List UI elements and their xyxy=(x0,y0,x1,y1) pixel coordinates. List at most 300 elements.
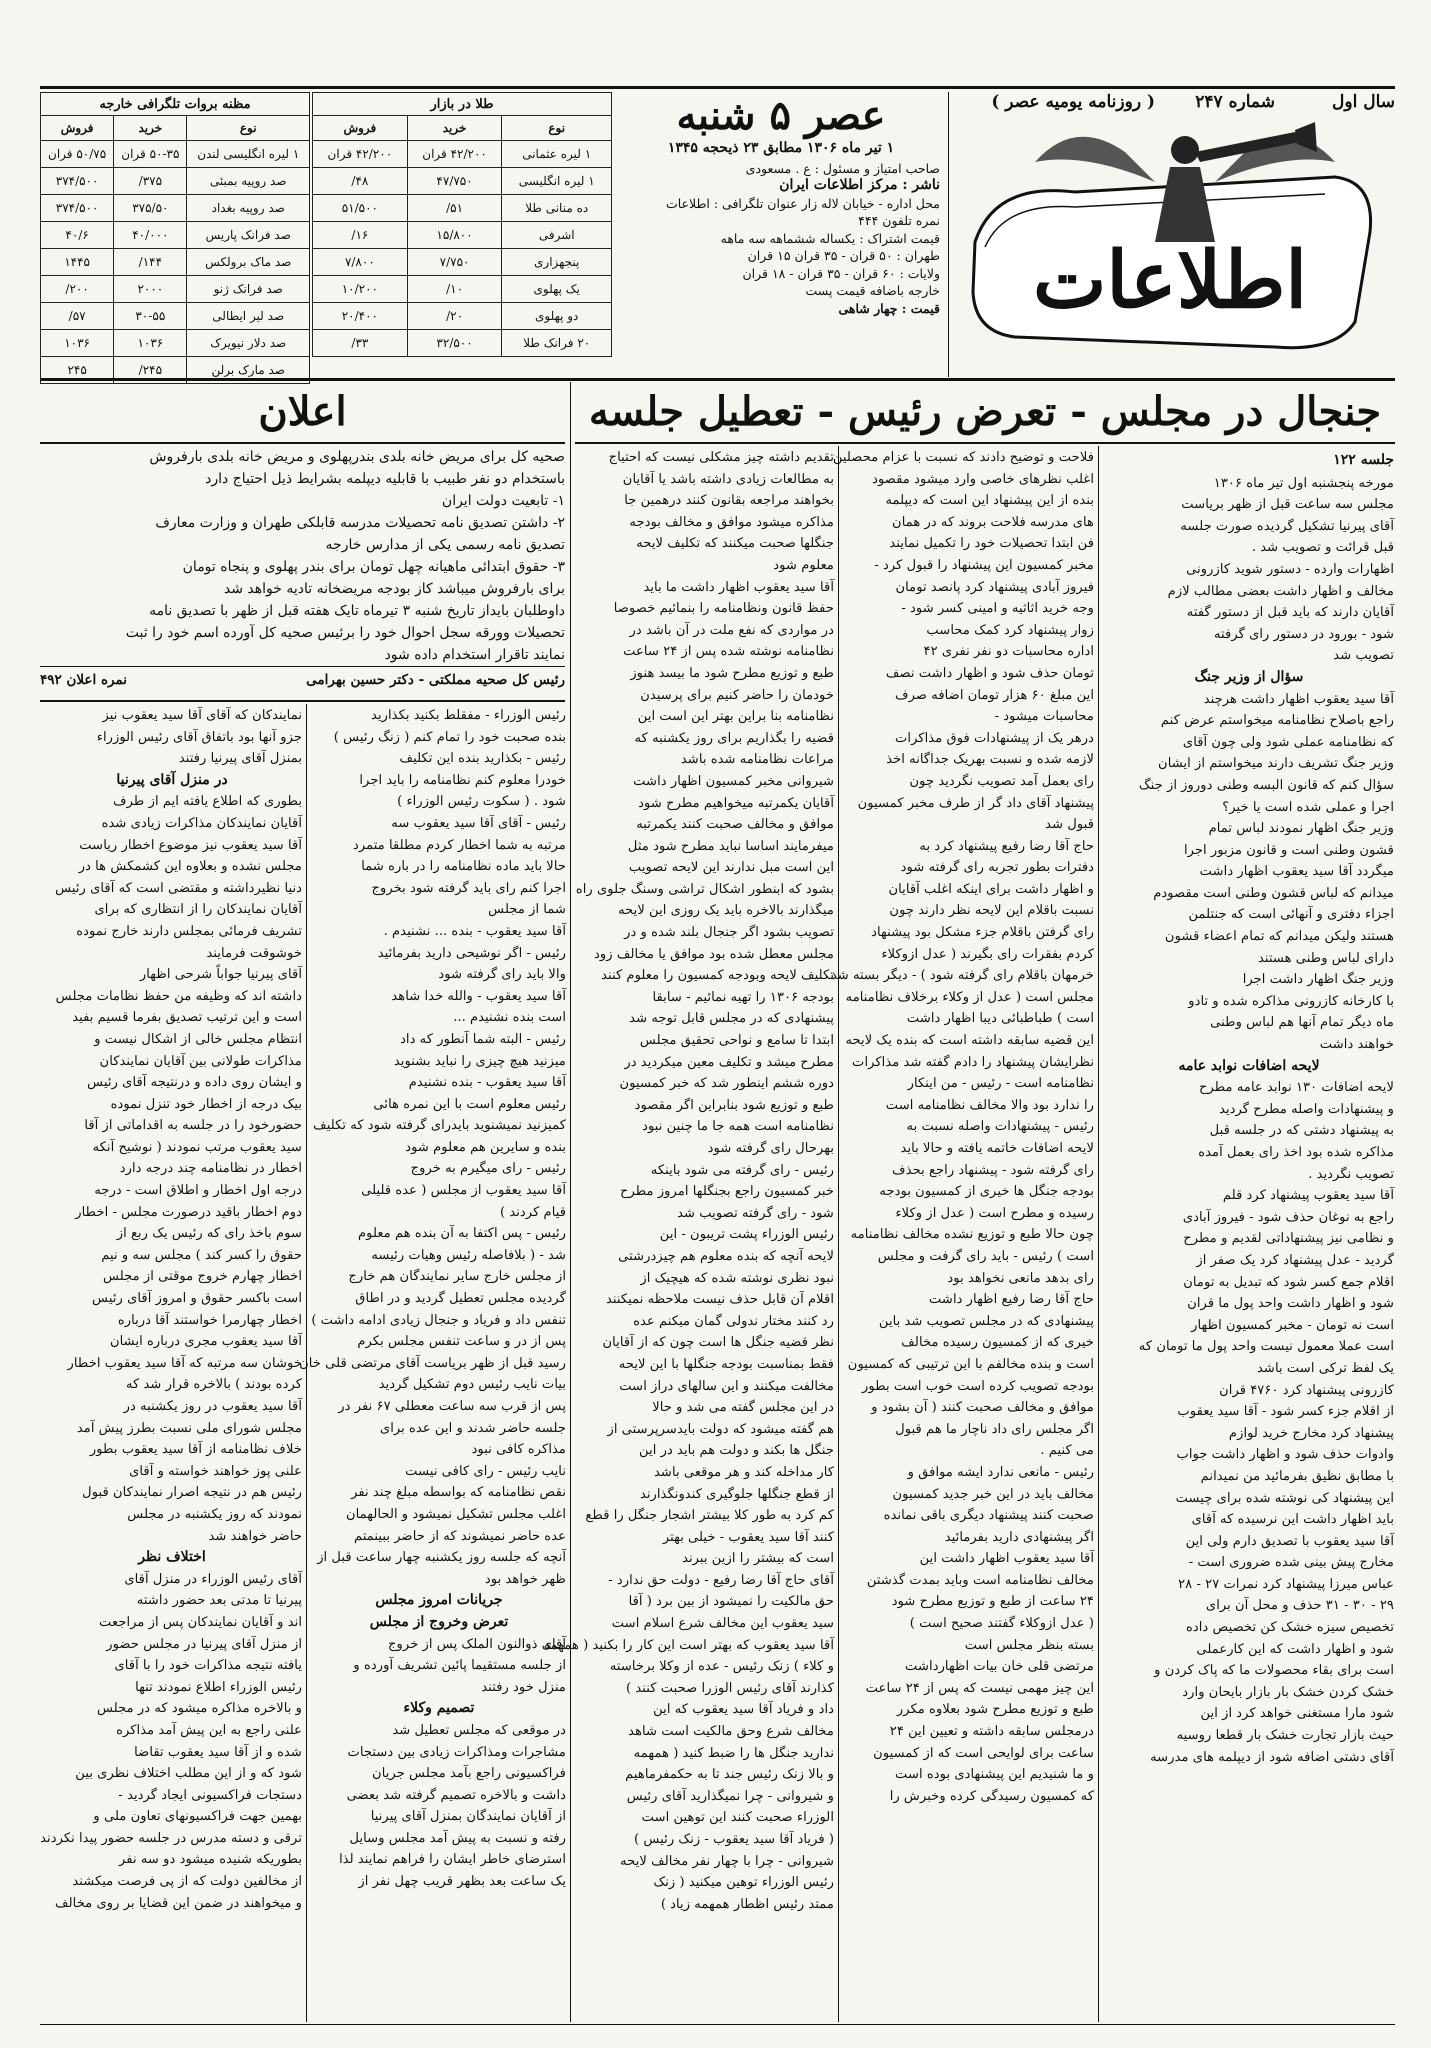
text-line: اظهارات وارده - دستور شوید کازرونی xyxy=(1186,561,1394,577)
text-line: دفترات بطور تجربه رای گرفته شود xyxy=(900,860,1094,876)
text-line: شده و از آقا سید یعقوب تقاضا xyxy=(134,1744,302,1760)
section-heading: جریانات امروز مجلس xyxy=(375,1592,503,1609)
text-line: مجلس نشده و بعلاوه این کشمکش ها در xyxy=(78,859,302,875)
text-line: کرده بودند ) بالاخره قرار شد که xyxy=(125,1377,302,1393)
text-line: پس از در و ساعت تنفس مجلس بکرم xyxy=(357,1334,566,1350)
text-line: با کارخانه کازرونی مذاکره شده و تادو xyxy=(1188,993,1394,1009)
text-line: خیری که از کمسیون رسیده مخالف xyxy=(901,1335,1094,1351)
divider xyxy=(838,446,839,2022)
col-header: نوع xyxy=(502,116,612,141)
text-line: هم گفته میشود که دولت بایدسرپرستی از xyxy=(607,1421,834,1437)
table-cell: ۳۲/۵۰۰ xyxy=(407,330,502,357)
text-line: علنی راجع به این پیش آمد مذاکره xyxy=(116,1722,302,1738)
ad-title: اعلان xyxy=(258,388,347,435)
text-line: لازمه شده و نسبت بهریک جداگانه اخذ xyxy=(886,752,1094,768)
top-rule xyxy=(40,86,1395,89)
text-line: است بنده نشنیدم ... xyxy=(453,1010,566,1026)
text-line: رئیس - رای گرفته می شود باینکه xyxy=(650,1162,834,1178)
text-line: ( فریاد آقا سید یعقوب - زنک رئیس ) xyxy=(634,1832,834,1847)
text-line: بنده از این پیشنهاد این است که دیپلمه xyxy=(885,493,1094,509)
text-line: مخالف نظامنامه است وباید بمدت گذشتن xyxy=(866,1572,1094,1588)
table-row xyxy=(313,195,612,222)
text-line: وادوات حذف شود و اظهار داشت جواب xyxy=(1176,1447,1394,1463)
text-line: نظامنامه است - رئیس - من اینکار xyxy=(907,1076,1094,1092)
text-line: مجلس سه ساعت قبل از ظهر بریاست xyxy=(1181,497,1394,513)
divider xyxy=(948,92,949,377)
text-line: حق مالکیت را نمیشود از بین برد ( آقا xyxy=(628,1594,834,1610)
text-line: این قضیه سابقه داشته است که بنده یک لایحه xyxy=(845,1033,1094,1049)
text-line: هستند ولیکن میدانم که تمام اعضاء قشون xyxy=(1164,929,1394,945)
text-line: از اقلام جزء کسر شود - آقا سید یعقوب xyxy=(1177,1404,1394,1420)
text-line: بشود که ابنطور اشکال تراشی وسنگ جلوی راه xyxy=(575,881,834,897)
text-line: رئیس الوزراء اطلاع نمودند تنها xyxy=(135,1679,302,1695)
logo-text: اطلاعات xyxy=(1032,235,1308,326)
text-line: مراعات نظامنامه شده باشد xyxy=(680,752,834,768)
col-header: نوع xyxy=(187,116,310,141)
text-line: کردم بفقرات رای بگیرند ( عدل ازوکلاء xyxy=(881,946,1094,962)
text-line: جلسه حاضر شدند و این عده برای xyxy=(379,1420,566,1436)
header-rule xyxy=(40,378,1395,381)
text-line: گردیده مجلس تعطیل گردید و در اطاق xyxy=(355,1291,566,1307)
table-cell: ۵۰-۳۵ قران xyxy=(114,141,187,168)
article-column-2 xyxy=(830,448,1094,2020)
ad-line: نمایند تاقرار استخدام داده شود xyxy=(384,647,565,663)
info-line: قیمت : چهار شاهی xyxy=(838,300,940,316)
text-line: آنچه که جلسه روز یکشنبه چهار ساعت قبل از xyxy=(317,1550,566,1566)
text-line: تقدیم داشته چیز مشکلی نیست که احتیاج xyxy=(608,450,834,465)
text-line: کازرونی پیشنهاد کرد ۴۷۶۰ قران xyxy=(1219,1382,1394,1398)
text-line: رسیده و مطرح است ( عدل از وکلاء xyxy=(895,1205,1094,1221)
text-line: درجه اول اخطار و اطلاق است - درجه xyxy=(94,1183,302,1199)
text-line: خوشان سه مرتبه که آقا سید یعقوب اخطار xyxy=(67,1355,302,1371)
text-line: بسته بنظر مجلس است xyxy=(964,1637,1094,1653)
text-line: نظامنامه نوشته شده پس از ۲۴ ساعت xyxy=(623,644,834,660)
text-line: است ) رئیس - باید رای گرفت و مجلس xyxy=(877,1248,1094,1264)
text-line: کذارند آقای رئیس الوزرا صحبت کنند ) xyxy=(626,1680,834,1696)
text-line: مخالف و اظهار داشت بعضی مطالب لازم xyxy=(1167,583,1394,599)
text-line: رفته و نسبت به پیش آمد مجلس وسایل xyxy=(349,1830,566,1846)
text-line: آقا سید یعقوب - والله خدا شاهد xyxy=(391,988,566,1004)
col-header: فروش xyxy=(41,116,114,141)
section-heading: سؤال از وزیر جنگ xyxy=(1194,668,1304,685)
text-line: پیشنهادی که در مجلس قابل توجه شد xyxy=(629,1011,834,1027)
section-heading: در منزل آقای پیرنیا xyxy=(116,771,228,788)
text-line: پیشنهادی که در مجلس تصویب شد باین xyxy=(878,1313,1094,1329)
text-line: یک ساعت بعد بظهر قریب چهل نفر از xyxy=(358,1874,566,1890)
text-line: اغلب نظرهای خاصی وارد میشود مقصود xyxy=(872,471,1094,487)
text-line: آقایان نمایندکان مذاکرات زیادی شده xyxy=(101,815,302,831)
text-line: نمودند که روز یکشنبه در مجلس xyxy=(127,1506,302,1522)
table-cell: ۴۲/۲۰۰ قران xyxy=(313,141,408,168)
text-line: داشت و بالاخره تصمیم گرفته شد بعضی xyxy=(346,1787,566,1803)
text-line: که کمسیون رسیدگی کرده وخبرش را xyxy=(889,1788,1094,1804)
text-line: از مخالفین دولت که از پی فرصت میکشند xyxy=(72,1874,302,1890)
text-line: منزل خود رفتند xyxy=(481,1679,566,1695)
table-cell: ۲۰/ xyxy=(407,303,502,330)
text-line: جنگل ها بکند و دولت هم باید در این xyxy=(639,1443,834,1459)
text-line: قیام کردند ) xyxy=(499,1204,566,1220)
table-cell: ۴۰/۶ xyxy=(41,222,114,249)
text-line: ۲۴ ساعت از طبع و توزیع مطرح شود xyxy=(891,1594,1094,1610)
text-line: مذاکره شده بود اخذ رای بعمل آمده xyxy=(1198,1145,1394,1160)
text-line: شود مارا مستغنی خواهد کرد از این xyxy=(1200,1706,1394,1722)
text-line: راجع باصلاح نظامنامه میخواستم عرض کنم xyxy=(1160,713,1394,729)
text-line: تصویب شد xyxy=(1333,648,1394,664)
text-line: شود . ( سکوت رئیس الوزراء ) xyxy=(397,794,566,810)
text-line: شود - رای گرفته تصویب شد xyxy=(677,1205,834,1221)
ad-bottom-rule xyxy=(40,700,565,702)
session-label: جلسه ۱۲۲ xyxy=(1333,452,1394,468)
col-header: خرید xyxy=(114,116,187,141)
issue-day: عصر ۵ شنبه xyxy=(676,92,886,139)
text-line: آقا سید یعقوب اظهار داشت ما باید xyxy=(643,579,834,595)
table-cell: ۱۰۳۶ xyxy=(41,330,114,357)
text-line: بیات نایب رئیس دوم تشکیل گردید xyxy=(378,1377,566,1393)
table-cell: ۱۰۳۶ xyxy=(114,330,187,357)
text-line: آقا سید یعقوب با تصدیق دارم ولی این xyxy=(1185,1533,1394,1549)
table-cell: ۴۰/۰۰۰ xyxy=(114,222,187,249)
table-cell: ۵۱/ xyxy=(407,195,502,222)
text-line: اند و آقایان نمایندکان پس از مراجعت xyxy=(99,1614,302,1630)
article-column-5 xyxy=(42,706,302,2020)
table-row xyxy=(313,168,612,195)
text-line: رئیس الوزراء توهین میکنید ( زنک xyxy=(653,1875,834,1891)
headline-rule xyxy=(575,442,1395,444)
text-line: آقا سید یعقوب - بنده ... نشنیدم . xyxy=(383,923,566,939)
text-line: رئیس الوزراء - مفقلط بکنید بکذارید xyxy=(371,708,566,723)
text-line: نظامنامه بنا براین بهتر این است این xyxy=(637,709,834,725)
text-line: میفرمایند اساسا نباید مطرح شود مثل xyxy=(627,838,834,854)
text-line: بهرحال رای گرفته شود xyxy=(707,1141,834,1156)
text-line: از قطع جنگلها جلوگیری کندونگذارند xyxy=(639,1486,834,1502)
text-line: الوزراء صحبت کنند این توهین است xyxy=(641,1810,834,1826)
col-header: فروش xyxy=(313,116,408,141)
text-line: است ) طباطبائی دیبا اظهار داشت xyxy=(906,1011,1094,1027)
ad-line: باستخدام دو نفر طبیب با قابلیه دیپلمه بشرایط ذیل احتیاج دارد xyxy=(205,471,565,487)
text-line: آقای پیرنیا جواباً شرحی اظهار xyxy=(139,967,302,983)
text-line: خبر کمسیون راجع بجنگلها امروز مطرح xyxy=(619,1184,834,1200)
table-cell: ۱۴۴/ xyxy=(114,249,187,276)
text-line: علنی پوز خواهند خواسته و آقای xyxy=(129,1463,302,1479)
text-line: پیشنهاد آقای داد گر از طرف مخبر کمسیون xyxy=(857,795,1094,811)
text-line: تصویب بشود اگر جنجال بلند شده و در xyxy=(624,925,834,941)
ad-line: تحصیلات وورقه سجل احوال خود را برئیس صحیه کل آورده اسم خود را ثبت xyxy=(125,625,565,641)
text-line: نسبت باقلام این لایحه نظر دارند چون xyxy=(889,903,1094,919)
table-cell: ۳۷۴/۵۰۰ xyxy=(41,168,114,195)
text-line: پس از قرب سه ساعت معطلی ۶۷ نفر در xyxy=(338,1399,566,1414)
gold-market-table xyxy=(312,92,612,377)
text-line: خوشوقت فرمایند xyxy=(206,945,302,961)
text-line: مذاکرات طولانی بین آقایان نمایندکان xyxy=(99,1053,302,1069)
table-cell: ۵۱/۵۰۰ xyxy=(313,195,408,222)
text-line: رئیس هم در نتیجه اصرار نمایندکان قبول xyxy=(82,1485,302,1501)
masthead-logo xyxy=(955,122,1390,362)
text-line: آقای حاج آقا رضا رفیع - دولت حق ندارد - xyxy=(608,1572,834,1588)
text-line: ساعت برای لوایحی است که از کمسیون xyxy=(873,1745,1094,1761)
text-line: حاج آقا رضا رفیع پیشنهاد کرد به xyxy=(919,838,1094,854)
text-line: استرضای خاطر ایشان را فراهم نمایند لذا xyxy=(339,1852,566,1868)
text-line: شیروانی مخبر کمسیون اظهار داشت xyxy=(633,773,834,789)
issue-number: شماره ۲۴۷ xyxy=(1195,92,1275,112)
table-cell: ۳۰-۵۵ xyxy=(114,303,187,330)
info-line: طهران : ۵۰ قران - ۳۵ قران ۱۵ قران xyxy=(747,248,940,263)
text-line: جنگلها صحبت میکنند که تکلیف لایحه xyxy=(636,536,834,552)
text-line: صحبت کنند پیشنهاد دیگری باقی نمانده xyxy=(883,1508,1094,1524)
table-row xyxy=(41,195,310,222)
text-line: کم کرد به طور کلا بیشتر اشجار جنگل را قطع xyxy=(585,1508,834,1524)
text-line: بخواهند مراجعه بقانون کنند درهمین جا xyxy=(624,493,834,509)
text-line: گردید - عدل پیشنهاد کرد یک صفر از xyxy=(1196,1252,1394,1268)
text-line: ماه دیگر تمام آنها هم لباس وطنی xyxy=(1210,1015,1394,1031)
text-line: وزیر جنگ اظهار نمودند لباس تمام xyxy=(1208,821,1394,837)
text-line: ظهر خواهد بود xyxy=(484,1571,566,1587)
table-row xyxy=(313,249,612,276)
ad-line: ۲- داشتن تصدیق نامه تحصیلات مدرسه قابلکی طهران و وزارت معارف xyxy=(155,515,565,531)
text-line: میگردد آقا سید یعقوب اظهار داشت xyxy=(1199,864,1394,880)
text-line: حالا باید ماده نظامنامه را در باره شما xyxy=(361,859,566,875)
table-row xyxy=(313,330,612,357)
table-cell: ۷/۷۵۰ xyxy=(407,249,502,276)
text-line: رئیس - اگر نوشیحی دارید بفرمائید xyxy=(377,945,566,961)
text-line: فقط بمناسبت بودجه جنگلها با این لایحه xyxy=(618,1356,834,1372)
text-line: رئیس - بکذارید بنده این تکلیف xyxy=(399,751,566,767)
text-line: یک لفظ ترکی است باشد xyxy=(1257,1360,1394,1376)
text-line: اگر مجلس رای داد ناچار ما هم قبول xyxy=(895,1421,1094,1437)
section-heading: تصمیم وکلاء xyxy=(403,1700,475,1717)
text-line: ترقی و دسته مدرس در جلسه حضور پیدا نکردند xyxy=(40,1830,302,1846)
text-line: آقا سید یعقوب که بهتر است این کار را بکنید ( همهمه xyxy=(543,1637,834,1653)
text-line: نقص نظامنامه که بواسطه مبلغ چند نفر xyxy=(351,1485,566,1501)
table-cell: ۳۷۵/ xyxy=(114,168,187,195)
text-line: فلاحت و توضیح دادند که نسبت با عزام محصلین xyxy=(832,450,1094,465)
text-line: مورخه پنجشنبه اول تیر ماه ۱۳۰۶ xyxy=(1213,475,1394,491)
text-line: رسید قبل از ظهر بریاست آقای مرتضی قلی خان xyxy=(299,1355,566,1371)
text-line: راجع به نوغان حذف شود - فیروز آبادی xyxy=(1182,1209,1394,1225)
text-line: با مطابق نظیق بفرمائید من نمیدانم xyxy=(1200,1468,1394,1484)
bottom-rule xyxy=(40,2024,1395,2025)
table-cell: ۴۷/۷۵۰ xyxy=(407,168,502,195)
table-cell: ۱ لیره انگلیسی xyxy=(502,168,612,195)
text-line: در موقعی که مجلس تعطیل شد xyxy=(392,1722,566,1738)
text-line: حاضر خواهند شد xyxy=(208,1528,302,1544)
article-column-3 xyxy=(543,448,834,2020)
text-line: سید یعقوب مرتب نمودند ( نوشیح آنکه xyxy=(92,1139,302,1155)
table-cell: صد دلار نیویرک xyxy=(187,330,310,357)
text-line: مذاکره کافی نبود xyxy=(471,1442,566,1458)
text-line: قبول شد xyxy=(1045,817,1094,833)
text-line: اخطار چهارم خروج موقتی از مجلس xyxy=(102,1269,302,1285)
text-line: آقا سید یعقوب پیشنهاد کرد قلم xyxy=(1222,1188,1394,1204)
text-line: فیروز آبادی پیشنهاد کرد پانصد تومان xyxy=(895,579,1094,595)
ad-line: برای بارفروش میباشد کاز بودجه مریضخانه تادیه خواهد شد xyxy=(223,581,565,597)
text-line: والا باید رای گرفته شود xyxy=(438,967,566,983)
text-line: دستجات فراکسیونی ایجاد گردید - xyxy=(118,1787,302,1803)
text-line: و بالا زنک رئیس جند تا به حکمفرماهیم xyxy=(625,1767,834,1783)
table-cell: ۱۰/۲۰۰ xyxy=(313,276,408,303)
ad-rule xyxy=(40,442,565,444)
text-line: این پیشنهاد کی نوشته شده برای چیست xyxy=(1175,1490,1394,1506)
divider xyxy=(570,382,571,2022)
currency-title: مظنه بروات تلگرافی خارجه xyxy=(41,93,310,116)
text-line: اقلام جمع کسر شود که تبدیل به تومان xyxy=(1183,1274,1394,1290)
table-cell: ۵۷/ xyxy=(41,303,114,330)
text-line: موافق و مخالف صحبت کنند ( آن بشود و xyxy=(871,1400,1094,1416)
currency-rates-table xyxy=(40,92,310,377)
text-line: نظامنامه است همه جا ما چنین نبود xyxy=(642,1119,834,1135)
herald-angel-icon xyxy=(955,122,1390,362)
text-line: حیث بازار تجارت خشک بار قطعا روسیه xyxy=(1176,1728,1394,1744)
table-row xyxy=(41,249,310,276)
text-line: تخصیص سیزه خشک کن تخصیص داده xyxy=(1185,1620,1394,1636)
text-line: بودجه جنگل ها خیری از کمسیون بودجه xyxy=(879,1184,1094,1200)
text-line: و ما شنیدیم این پیشنهادی بوده است xyxy=(895,1767,1094,1783)
text-line: داد و فریاد آقا سید یعقوب که این xyxy=(653,1702,834,1718)
ad-number: نمره اعلان ۴۹۲ xyxy=(40,672,128,688)
text-line: از مجلس خارج سایر نمایندگان هم خارج xyxy=(348,1269,566,1285)
text-line: آقای پیرنیا تشکیل گردیده صورت جلسه xyxy=(1180,518,1394,534)
text-line: از منزل آقای پیرنیا در مجلس حضور xyxy=(106,1636,302,1652)
text-line: بطوریکه شنیده میشود دو سه نفر xyxy=(119,1852,302,1868)
text-line: میگذارند بالاخره باید یک روزی این لایحه xyxy=(618,903,834,919)
text-line: باید اظهار داشت این نرسیده که آقای xyxy=(1191,1512,1394,1528)
text-line: داشته اند که وظیفه من حفظ نظامات مجلس xyxy=(55,988,302,1004)
text-line: آقا سید یعقوب اظهار داشت این xyxy=(919,1551,1094,1567)
text-line: سؤال کنم که قانون البسه وطنی دوروز از جنگ xyxy=(1138,777,1394,793)
info-line: قیمت اشتراک : یکساله ششماهه سه ماهه xyxy=(720,230,940,246)
ad-line: ۳- حقوق ابتدائی ماهیانه چهل تومان برای بندر پهلوی و پنجاه تومان xyxy=(182,559,565,575)
text-line: موافق و مخالف صحبت کنند یکمرتبه xyxy=(636,817,834,833)
text-line: دارای لباس وطنی هستند xyxy=(1257,950,1394,966)
text-line: آقا سید یعقوب نیز موضوع اخطار ریاست xyxy=(79,837,302,853)
text-line: بودجه تصویب کرده است خوب است بطور xyxy=(862,1378,1094,1394)
ad-line: داوطلبان بایداز تاریخ شنبه ۳ تیرماه تایک هفته قبل از ظهر با تصدیق نامه xyxy=(149,603,565,619)
text-line: رای بعمل آمد تصویب نگردید چون xyxy=(909,773,1094,789)
text-line: آقایان نمایندکان را از انتظاری که برای xyxy=(94,902,302,918)
text-line: مخبر کمسیون این پیشنهاد را قبول کرد - xyxy=(874,557,1094,573)
text-line: تشریف فرمائی بمجلس دارند خارج نموده xyxy=(76,923,302,939)
text-line: بمنزل آقای پیرنیا رفتند xyxy=(178,751,302,767)
text-line: به پیشنهاد دشتی که در جلسه قبل xyxy=(1209,1123,1394,1139)
text-line: رئیس - پیشنهادات واصله نسبت به xyxy=(906,1119,1094,1135)
table-row xyxy=(313,141,612,168)
text-line: عباس میرزا پیشنهاد کرد نمرات ۲۷ - ۲۸ xyxy=(1178,1576,1394,1592)
table-row xyxy=(41,276,310,303)
text-line: اجزاء دفتری و آنهائی است که جنتلمن xyxy=(1188,907,1394,923)
text-line: تکلیف لایحه وبودجه کمسیون را معلوم کنند xyxy=(601,968,834,984)
text-line: رای بدهد مانعی نخواهد بود xyxy=(947,1270,1094,1286)
text-line: مجلس شورای ملی نسبت بطرز پیش آمد xyxy=(76,1420,302,1436)
text-line: یافته نتیجه مذاکرات خود را با آقای xyxy=(114,1658,302,1674)
table-cell: صد فرانک پاریس xyxy=(187,222,310,249)
text-line: از آقایان نمایندگان بمنزل آقای پیرنیا xyxy=(370,1809,566,1825)
text-line: های مدرسه فلاحت بروند که در همان xyxy=(892,514,1094,530)
header-info xyxy=(622,92,940,377)
text-line: شود - بورود در دستور رای گرفته xyxy=(1213,626,1394,642)
text-line: فراکسیونی راجع بآمد مجلس جریان xyxy=(372,1766,566,1782)
text-line: میزنید هیچ چیزی را نباید بشنوید xyxy=(393,1053,566,1069)
text-line: کار مداخله کند و هر موقعی باشد xyxy=(653,1464,834,1480)
text-line: لایحه اضافات خاتمه یافته و حالا باید xyxy=(900,1141,1094,1156)
text-line: وجه خرید اثاثیه و امینی کسر شود - xyxy=(901,601,1094,617)
text-line: مجلس است ( عدل از وکلاء برخلاف نظامنامه xyxy=(845,989,1094,1005)
text-line: کمیزنید نمیشنوید بایدرای گرفته شود که تکلیف xyxy=(313,1118,566,1134)
text-line: آقا سید یعقوب از مجلس ( عده قلیلی xyxy=(361,1183,566,1199)
year-label: سال اول xyxy=(1332,92,1395,112)
table-cell: ۳۳/ xyxy=(313,330,408,357)
text-line: نبود نظری نوشته شده که هیچیک از xyxy=(640,1270,834,1286)
text-line: مخالف باید در این خبر جدید کمسیون xyxy=(892,1486,1094,1502)
text-line: پیرنیا تا مدتی بعد حضور داشته xyxy=(136,1593,302,1609)
table-cell: ۳۷۵/۵۰ xyxy=(114,195,187,222)
text-line: خشک کردن خشک بار بازار بایحان وارد xyxy=(1182,1684,1394,1700)
table-row xyxy=(313,303,612,330)
table-cell: اشرفی xyxy=(502,222,612,249)
text-line: این مبلغ ۶۰ هزار تومان اضافه صرف xyxy=(894,687,1094,703)
text-line: ممتد رئیس اظطار همهمه زیاد ) xyxy=(660,1896,834,1912)
text-line: دوره ششم اینطور شد که خبر کمسیون xyxy=(619,1076,834,1092)
text-line: آقایان دارند که باید قبل از دستور گفته xyxy=(1186,605,1394,621)
table-cell: ۱ لیره انگلیسی لندن xyxy=(187,141,310,168)
text-line: در این مجلس گفته می شد و حالا xyxy=(652,1400,834,1416)
col-header: خرید xyxy=(407,116,502,141)
table-cell: صد فرانک ژنو xyxy=(187,276,310,303)
text-line: قشون وطنی است و قانون مزبور اجرا xyxy=(1183,842,1394,858)
text-line: اخطار در نظامنامه چند درجه دارد xyxy=(119,1161,302,1177)
text-line: مرتضی قلی خان بیات اظهارداشت xyxy=(905,1659,1094,1675)
info-line: نمره تلفون ۴۴۴ xyxy=(858,213,940,228)
text-line: خواهند داشت xyxy=(1319,1037,1394,1053)
text-line: است عملا معمول نیست واحد پول ما تومان که xyxy=(1138,1339,1394,1355)
text-line: است باکسر حقوق و امروز آقای رئیس xyxy=(92,1291,302,1307)
text-line: اگر پیشنهادی دارید بفرمائید xyxy=(944,1529,1094,1545)
text-line: لایحه اضافات ۱۳۰ نوابد عامه مطرح xyxy=(1198,1080,1394,1096)
text-line: مرتبه به شما اخطار کردم مطلقا متمرد xyxy=(352,837,566,853)
text-line: بهمین جهت فراکسیونهای تعاون ملی و xyxy=(93,1809,302,1825)
table-cell: ۷/۸۰۰ xyxy=(313,249,408,276)
text-line: جزو آنها بود باتفاق آقای رئیس الوزراء xyxy=(96,729,302,745)
text-line: مخالف شرع وحق مالکیت است شاهد xyxy=(628,1724,834,1740)
text-line: مشاجرات ومذاکرات زیادی بین دستجات xyxy=(347,1744,566,1760)
text-line: آقای رئیس الوزراء در منزل آقای xyxy=(124,1571,302,1587)
text-line: شیروانی - چرا با چهار نفر مخالف لایحه xyxy=(620,1853,834,1869)
text-line: و کلاء ) زنک رئیس - عده از وکلا برخاسته xyxy=(609,1659,834,1675)
text-line: است برای بقاء محصولات ما که پاک کردن و xyxy=(1154,1663,1394,1679)
text-line: مخالفت میکنند و این سالهای دراز است xyxy=(619,1378,834,1394)
text-line: از جلسه مستقیما پائین تشریف آورده و xyxy=(353,1658,566,1674)
text-line: طبع و توزیع مطرح شود بعلاوه مکرر xyxy=(896,1702,1094,1718)
text-line: پیشنهاد کرد مخارج خرید لوازم xyxy=(1228,1425,1394,1441)
text-line: دنیا نظیرداشته و مقتضی است که آقای رئیس xyxy=(55,880,302,896)
table-row xyxy=(41,303,310,330)
text-line: اقلام آن قابل حذف نیست ملاحظه نمیکنند xyxy=(606,1292,834,1308)
text-line: میدانم که لباس قشون وطنی است مقصودم xyxy=(1153,885,1394,901)
text-line: سید یعقوب این مخالف شرع اسلام است xyxy=(611,1616,834,1632)
ad-line: صحیه کل برای مریض خانه بلدی بندرپهلوی و مریض خانه بلدی بارفروش xyxy=(149,449,565,465)
text-line: تومان حذف شود و اظهار داشت نصف xyxy=(885,665,1094,681)
info-line: ولایات : ۶۰ قران - ۳۵ قران - ۱۸ قران xyxy=(742,265,940,281)
text-line: قضیه را بگذاریم برای روز یکشنبه که xyxy=(634,730,834,746)
text-line: نظر قضیه جنگل ها است چون که از آقایان xyxy=(602,1335,834,1351)
text-line: ۲۹ - ۳۰ - ۳۱ حذف و محل آن برای xyxy=(1205,1598,1394,1614)
text-line: بطوری که اطلاع یافته ایم از طرف xyxy=(112,794,302,810)
table-cell: ۱۴۴۵ xyxy=(41,249,114,276)
text-line: رئیس - رای میگیرم به خروج xyxy=(410,1161,566,1177)
text-line: مطرح میشد و تکلیف معین میکردید در xyxy=(624,1054,834,1070)
text-line: حضورخود را در جلسه به اقداماتی از آقا xyxy=(84,1118,302,1134)
article-column-4 xyxy=(299,706,566,2020)
text-line: رئیس - مانعی ندارد ایشه موافق و xyxy=(907,1464,1094,1480)
text-line: و ایشان روی داده و درنتیجه آقای رئیس xyxy=(87,1075,302,1091)
